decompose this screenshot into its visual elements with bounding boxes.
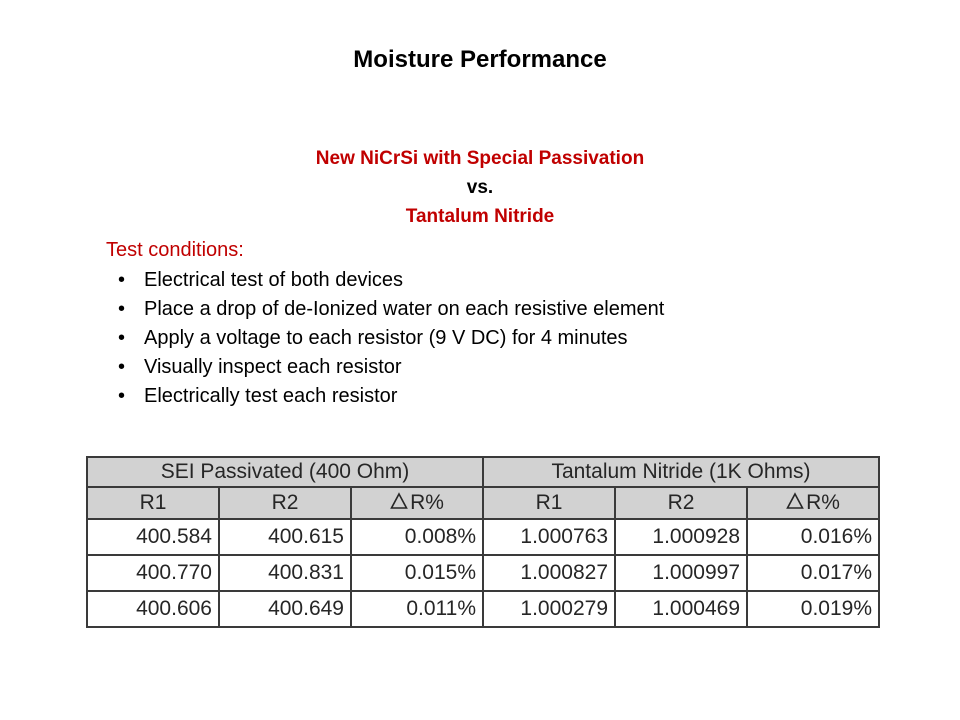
group-header-tantalum: Tantalum Nitride (1K Ohms) xyxy=(483,457,879,487)
test-conditions-list xyxy=(106,266,886,411)
table-cell: 1.000763 xyxy=(483,519,615,555)
table-cell: 0.008% xyxy=(351,519,483,555)
bullet-icon: • xyxy=(118,298,126,320)
column-header-delta-r-label: R% xyxy=(410,490,444,514)
list-item xyxy=(106,324,886,353)
delta-triangle-icon xyxy=(786,492,804,516)
group-header-sei: SEI Passivated (400 Ohm) xyxy=(87,457,483,487)
table-cell: 400.615 xyxy=(219,519,351,555)
table-cell: 0.017% xyxy=(747,555,879,591)
table-cell: 400.649 xyxy=(219,591,351,627)
list-item-text: Place a drop of de-Ionized water on each resistive element xyxy=(144,298,665,320)
list-item xyxy=(106,353,886,382)
table-cell: 400.584 xyxy=(87,519,219,555)
list-item-text: Electrical test of both devices xyxy=(144,269,404,291)
test-conditions-heading: Test conditions: xyxy=(106,239,244,261)
list-item-text: Apply a voltage to each resistor (9 V DC) for 4 minutes xyxy=(144,327,628,349)
table-cell: 1.000469 xyxy=(615,591,747,627)
column-header-r2: R2 xyxy=(219,487,351,519)
column-header-r1: R1 xyxy=(87,487,219,519)
list-item-text: Electrically test each resistor xyxy=(144,385,398,407)
delta-triangle-icon xyxy=(390,492,408,516)
column-header-r1: R1 xyxy=(483,487,615,519)
table-cell: 1.000279 xyxy=(483,591,615,627)
table-row xyxy=(87,591,879,627)
table-cell: 400.606 xyxy=(87,591,219,627)
resistance-results-table xyxy=(86,456,880,628)
comparison-subtitle xyxy=(0,144,960,231)
list-item-text: Visually inspect each resistor xyxy=(144,356,402,378)
test-conditions xyxy=(106,236,886,411)
table-cell: 400.770 xyxy=(87,555,219,591)
table-cell: 1.000928 xyxy=(615,519,747,555)
subtitle-vs: vs. xyxy=(466,177,494,198)
table-cell: 400.831 xyxy=(219,555,351,591)
table-row xyxy=(87,519,879,555)
bullet-icon: • xyxy=(118,356,126,378)
column-header-delta-r-label: R% xyxy=(806,490,840,514)
bullet-icon: • xyxy=(118,327,126,349)
column-header-r2: R2 xyxy=(615,487,747,519)
table-column-header-row xyxy=(87,487,879,519)
list-item xyxy=(106,295,886,324)
slide-title: Moisture Performance xyxy=(353,46,607,73)
table-row xyxy=(87,555,879,591)
bullet-icon: • xyxy=(118,385,126,407)
table-cell: 0.011% xyxy=(351,591,483,627)
subtitle-nicrsi: New NiCrSi with Special Passivation xyxy=(315,148,645,169)
subtitle-tantalum: Tantalum Nitride xyxy=(405,206,555,227)
list-item xyxy=(106,382,886,411)
table-cell: 0.019% xyxy=(747,591,879,627)
table-cell: 0.015% xyxy=(351,555,483,591)
table-cell: 0.016% xyxy=(747,519,879,555)
bullet-icon: • xyxy=(118,269,126,291)
column-header-delta-r xyxy=(747,487,879,519)
table-cell: 1.000827 xyxy=(483,555,615,591)
table-group-header-row xyxy=(87,457,879,487)
list-item xyxy=(106,266,886,295)
table-cell: 1.000997 xyxy=(615,555,747,591)
column-header-delta-r xyxy=(351,487,483,519)
